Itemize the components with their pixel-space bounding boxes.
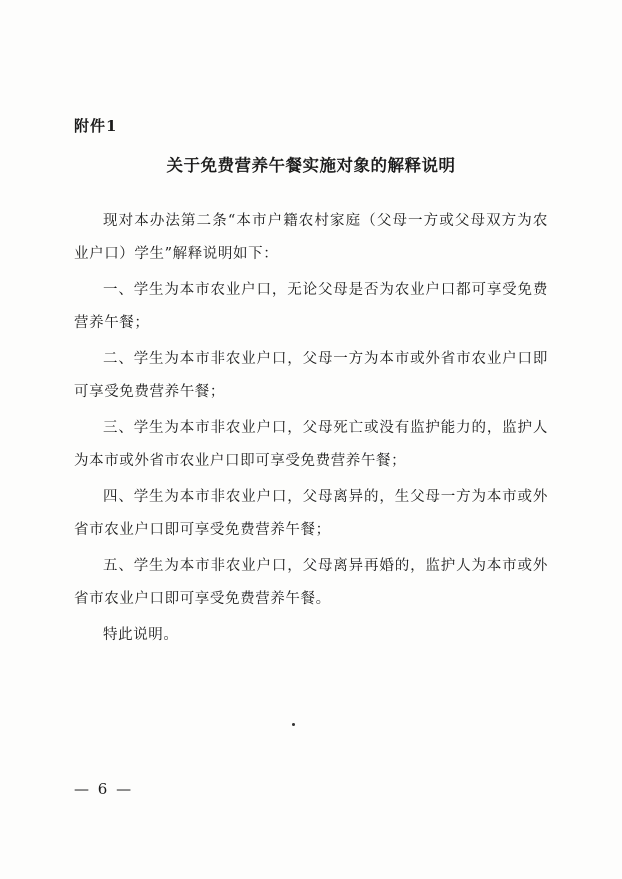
document-body: [74, 205, 548, 655]
paragraph: 五、学生为本市非农业户口，父母离异再婚的，监护人为本市或外省市农业户口即可享受免费营养午餐。: [74, 558, 548, 607]
paragraph: 一、学生为本市农业户口，无论父母是否为农业户口都可享受免费营养午餐；: [74, 282, 548, 331]
page-number: — 6 —: [74, 780, 134, 798]
attachment-label: 附件1: [74, 117, 118, 135]
paragraph: 三、学生为本市非农业户口，父母死亡或没有监护能力的，监护人为本市或外省市农业户口即可享受免费营养午餐；: [74, 420, 548, 469]
paragraph: 二、学生为本市非农业户口，父母一方为本市或外省市农业户口即可享受免费营养午餐；: [74, 351, 548, 400]
paragraph: 特此说明。: [103, 627, 179, 643]
ink-dot-mark: [292, 723, 295, 726]
paragraph: 现对本办法第二条“本市户籍农村家庭（父母一方或父母双方为农业户口）学生”解释说明如下：: [74, 213, 548, 262]
paragraph: 四、学生为本市非农业户口，父母离异的，生父母一方为本市或外省市农业户口即可享受免费营养午餐；: [74, 489, 548, 538]
page-title: 关于免费营养午餐实施对象的解释说明: [166, 156, 456, 175]
